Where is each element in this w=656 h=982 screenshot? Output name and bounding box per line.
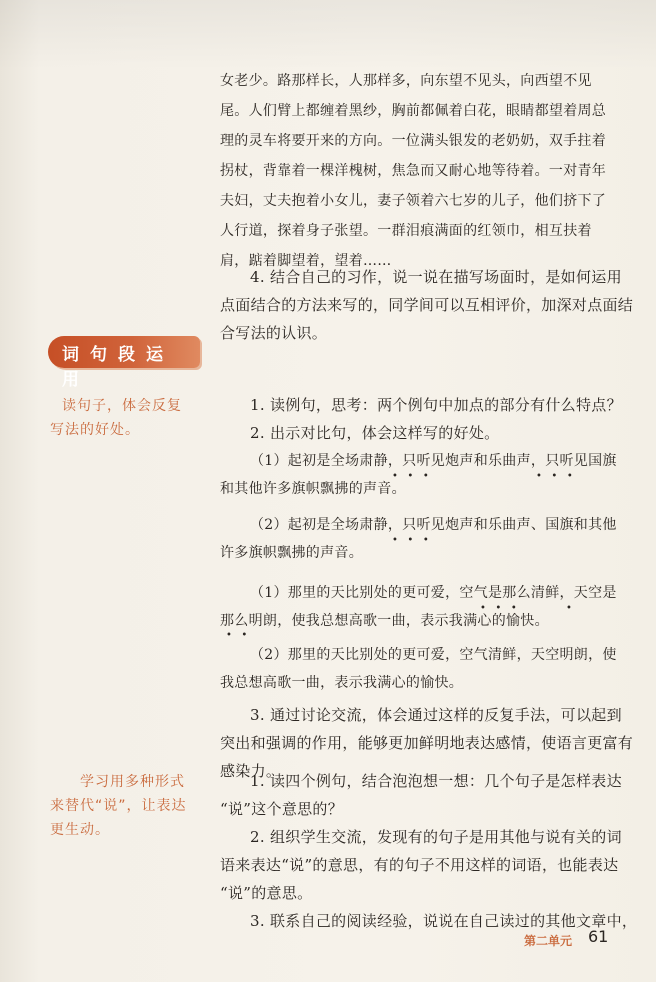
side-note-line: 来替代“说”，让表达 <box>50 798 187 814</box>
example-line: 那么明朗，使我总想高歌一曲，表示我满心的愉快。 <box>220 613 549 629</box>
question: 2. 组织学生交流，发现有的句子是用其他与说有关的词 <box>250 828 622 846</box>
passage-line: 夫妇，丈夫抱着小女儿，妻子领着六七岁的儿子，他们挤下了 <box>220 193 607 209</box>
item4-line: 点面结合的方法来写的，同学间可以互相评价，加深对点面结 <box>220 296 634 314</box>
side-note-line: 学习用多种形式 <box>80 774 185 790</box>
passage-line: 尾。人们臂上都缠着黑纱，胸前都佩着白花，眼睛都望着周总 <box>220 103 607 119</box>
example-line: （1）那里的天比别处的更可爱，空气是那么清鲜，天空是 <box>250 585 617 601</box>
example-line: 许多旗帜飘拂的声音。 <box>220 545 363 561</box>
item4-line: 4. 结合自己的习作，说一说在描写场面时，是如何运用 <box>250 268 622 286</box>
emphasis-dots: • • <box>226 630 248 641</box>
emphasis-dots: • <box>566 603 572 614</box>
passage-line: 人行道，探着身子张望。一群泪痕满面的红领巾，相互扶着 <box>220 223 592 239</box>
example-line: 我总想高歌一曲，表示我满心的愉快。 <box>220 675 464 691</box>
question: 3. 联系自己的阅读经验，说说在自己读过的其他文章中， <box>250 912 638 930</box>
page-shadow <box>0 0 656 70</box>
emphasis-dots: • • • <box>536 471 573 482</box>
side-note-line: 更生动。 <box>50 822 110 838</box>
question: “说”这个意思的？ <box>220 800 344 818</box>
question: “说”的意思。 <box>220 884 313 902</box>
unit-label: 第二单元 <box>524 934 573 948</box>
passage-line: 理的灵车将要开来的方向。一位满头银发的老奶奶，双手拄着 <box>220 133 607 149</box>
question: 2. 出示对比句，体会这样写的好处。 <box>250 424 500 442</box>
question: 突出和强调的作用，能够更加鲜明地表达感情，使语言更富有 <box>220 734 634 752</box>
example-line: （2）那里的天比别处的更可爱，空气清鲜，天空明朗，使 <box>250 647 617 663</box>
question: 语来表达“说”的意思，有的句子不用这样的词语，也能表达 <box>220 856 619 874</box>
item4-line: 合写法的认识。 <box>220 324 328 342</box>
question: 感染力。 <box>220 762 282 780</box>
side-note-line: 写法的好处。 <box>50 422 140 438</box>
section-banner <box>48 336 200 390</box>
example-line: （2）起初是全场肃静，只听见炮声和乐曲声、国旗和其他 <box>250 517 617 533</box>
page-number: 61 <box>588 927 609 946</box>
example-line: （1）起初是全场肃静，只听见炮声和乐曲声，只听见国旗 <box>250 453 617 469</box>
emphasis-dots: • • • <box>392 535 429 546</box>
passage-line: 女老少。路那样长，人那样多，向东望不见头，向西望不见 <box>220 73 592 89</box>
question: 1. 读例句，思考：两个例句中加点的部分有什么特点？ <box>250 396 622 414</box>
question: 1. 读四个例句，结合泡泡想一想：几个句子是怎样表达 <box>250 772 622 790</box>
question: 3. 通过讨论交流，体会通过这样的反复手法，可以起到 <box>250 706 622 724</box>
side-note-line: 读句子，体会反复 <box>62 398 182 414</box>
passage-line: 拐杖，背靠着一棵洋槐树，焦急而又耐心地等待着。一对青年 <box>220 163 607 179</box>
emphasis-dots: • • • <box>480 603 517 614</box>
passage-line: 肩，踮着脚望着，望着…… <box>220 253 392 269</box>
emphasis-dots: • • • <box>392 471 429 482</box>
example-line: 和其他许多旗帜飘拂的声音。 <box>220 481 406 497</box>
section-title: 词句段运用 <box>62 345 174 390</box>
